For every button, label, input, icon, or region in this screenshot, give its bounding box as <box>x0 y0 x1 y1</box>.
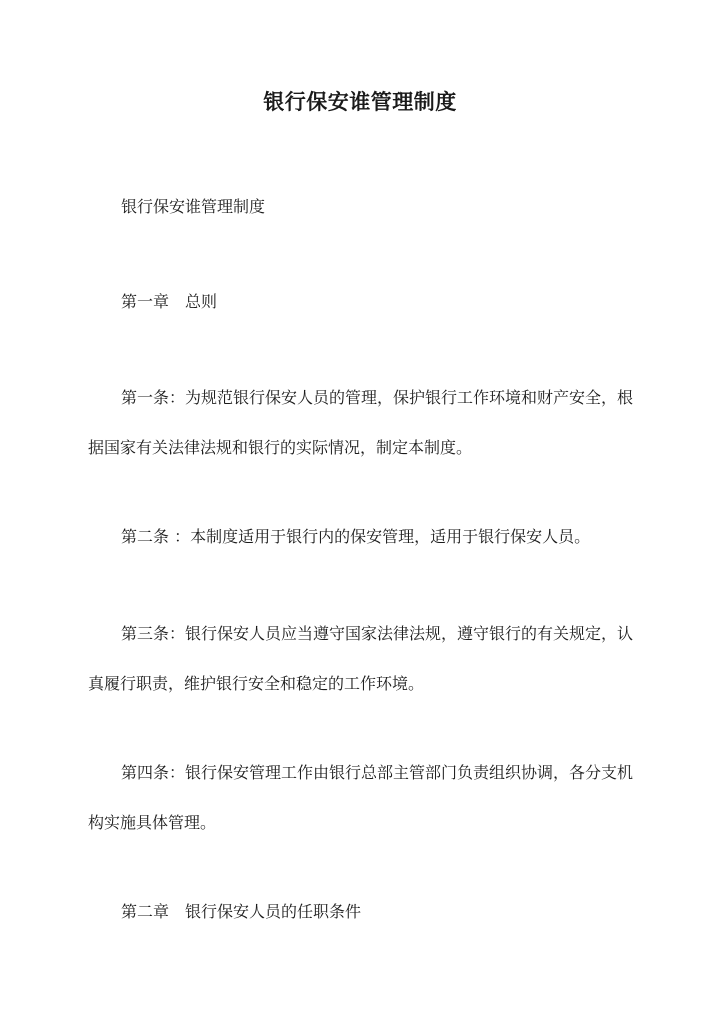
article-3: 第三条：银行保安人员应当遵守国家法律法规，遵守银行的有关规定，认真履行职责，维护银行安全和稳定的工作环境。 <box>88 624 634 693</box>
paragraph-subtitle: 银行保安谁管理制度 <box>121 197 266 216</box>
article-2: 第二条 ：本制度适用于银行内的保安管理，适用于银行保安人员。 <box>121 527 591 546</box>
article-1: 第一条：为规范银行保安人员的管理，保护银行工作环境和财产安全，根据国家有关法律法规和银行的实际情况，制定本制度。 <box>88 388 634 457</box>
document-title: 银行保安谁管理制度 <box>263 89 457 114</box>
chapter-2-heading: 第二章 银行保安人员的任职条件 <box>121 902 362 921</box>
article-4: 第四条：银行保安管理工作由银行总部主管部门负责组织协调，各分支机构实施具体管理。 <box>88 763 634 832</box>
chapter-1-heading: 第一章 总则 <box>121 292 218 311</box>
